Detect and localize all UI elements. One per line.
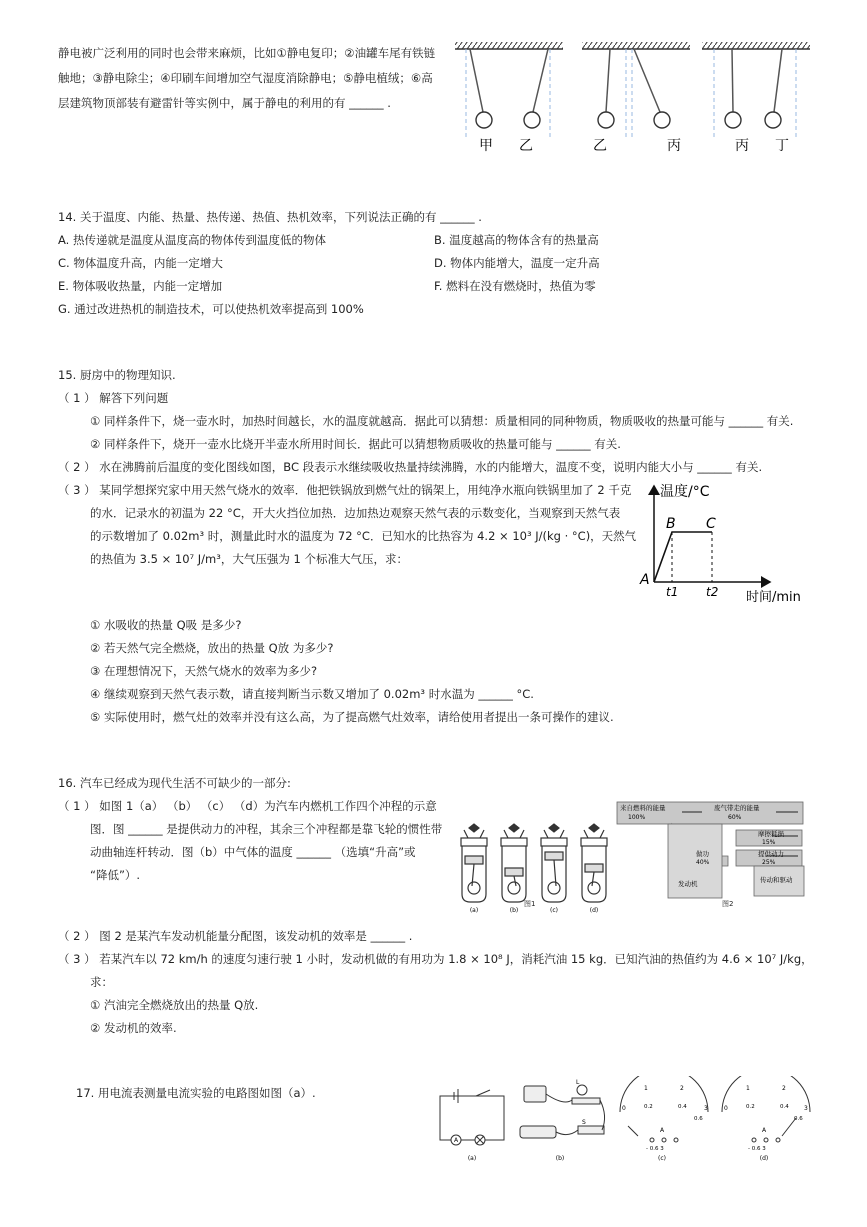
q15-sub-2: ② 若天然气完全燃烧，放出的热量 Q放 为多少? xyxy=(90,641,334,655)
point-b: B xyxy=(666,516,676,532)
q15-part1-1: ① 同样条件下，烧一壶水时，加热时间越长，水的温度就越高．据此可以猜想：质量相同的同种物质，物质吸收的热量可能与 ______ 有关. xyxy=(90,414,794,428)
circuit-ammeter-label: A xyxy=(453,1137,459,1144)
fig-label-c: (c) xyxy=(658,1155,666,1162)
fig2-caption: 图2 xyxy=(722,900,734,908)
fig2-work: 做功 xyxy=(696,850,709,858)
q15-part1: （ 1 ） 解答下列问题 xyxy=(58,391,169,405)
meter-d-02: 0.2 xyxy=(746,1104,755,1110)
q16-stem: 16. 汽车已经成为现代生活不可缺少的一部分: xyxy=(58,776,291,790)
q16-part3-ask: 求： xyxy=(90,975,113,989)
q15-temperature-graph xyxy=(636,478,816,606)
q15-sub-5: ⑤ 实际使用时，燃气灶的效率并没有这么高，为了提高燃气灶效率，请给使用者提出一条可操作的建议. xyxy=(90,710,614,724)
tick-t1: t1 xyxy=(666,585,679,599)
q14-option-f: F. 燃料在没有燃烧时，热值为零 xyxy=(434,279,596,293)
fig2-useful: 提供动力 xyxy=(758,850,784,858)
q15-part3-line1: （ 3 ） 某同学想探究家中用天然气烧水的效率．他把铁锅放到燃气灶的锅架上，用纯净水瓶向铁锅里加了 2 千克 xyxy=(58,483,632,497)
q13-pendulum-figure xyxy=(450,38,820,158)
meter-d-3: 3 xyxy=(804,1105,808,1112)
fig1-label-b: (b) xyxy=(509,907,519,914)
meter-d-06: 0.6 xyxy=(794,1116,803,1122)
meter-c-02: 0.2 xyxy=(644,1104,653,1110)
fig-label-b: (b) xyxy=(555,1155,565,1162)
fig2-friction-pct: 15% xyxy=(762,839,776,846)
q16-part3: （ 3 ） 若某汽车以 72 km/h 的速度匀速行驶 1 小时，发动机做的有用功为 1.8 × 10⁸ J，消耗汽油 15 kg．已知汽油的热值约为 4.6 × 10⁷ J/kg， xyxy=(58,952,813,966)
label-bing-2: 丙 xyxy=(735,138,749,154)
q14-option-b: B. 温度越高的物体含有的热量高 xyxy=(434,233,599,247)
q15-stem: 15. 厨房中的物理知识. xyxy=(58,368,176,382)
fig1-label-a: (a) xyxy=(469,907,479,914)
meter-c-0: 0 xyxy=(622,1105,626,1112)
q15-sub-1: ① 水吸收的热量 Q吸 是多少? xyxy=(90,618,242,632)
q14-option-a: A. 热传递就是温度从温度高的物体传到温度低的物体 xyxy=(58,233,326,247)
meter-d-terminals: - 0.6 3 xyxy=(748,1146,766,1152)
point-c: C xyxy=(706,516,716,532)
q14-option-e: E. 物体吸收热量，内能一定增加 xyxy=(58,279,223,293)
q14-stem: 14. 关于温度、内能、热量、热传递、热值、热机效率，下列说法正确的有 ______ . xyxy=(58,210,482,224)
label-jia: 甲 xyxy=(479,138,493,154)
circuit-switch-label: S xyxy=(582,1119,586,1126)
graph-xlabel: 时间/min xyxy=(746,590,801,605)
tick-t2: t2 xyxy=(706,585,719,599)
fig2-fuel-pct: 100% xyxy=(628,814,646,821)
q15-sub-3: ③ 在理想情况下，天然气烧水的效率为多少? xyxy=(90,664,318,678)
q15-part3-line4: 的热值为 3.5 × 10⁷ J/m³，大气压强为 1 个标准大气压，求： xyxy=(90,552,408,566)
q16-part1-line2: 图．图 ______ 是提供动力的冲程，其余三个冲程都是靠飞轮的惯性带 xyxy=(90,822,443,836)
fig-label-d: (d) xyxy=(759,1155,769,1162)
q14-option-d: D. 物体内能增大，温度一定升高 xyxy=(434,256,600,270)
q16-energy-flow-figure xyxy=(616,800,816,902)
meter-c-2: 2 xyxy=(680,1085,684,1092)
q13-line-2: 触地；③静电除尘；④印刷车间增加空气湿度消除静电；⑤静电植绒；⑥高 xyxy=(58,71,433,85)
q16-sub-1: ① 汽油完全燃烧放出的热量 Q放. xyxy=(90,998,259,1012)
label-yi: 乙 xyxy=(519,138,533,154)
fig2-exhaust: 废气带走的能量 xyxy=(714,804,760,812)
q15-part3-line2: 的水．记录水的初温为 22 °C，开大火挡位加热．边加热边观察天然气表的示数变化，当观察到天然气表 xyxy=(90,506,621,520)
meter-d-1: 1 xyxy=(746,1085,750,1092)
q14-option-c: C. 物体温度升高，内能一定增大 xyxy=(58,256,223,270)
fig-label-a: (a) xyxy=(467,1155,477,1162)
fig1-caption: 图1 xyxy=(524,900,536,908)
fig2-useful-pct: 25% xyxy=(762,859,776,866)
label-ding: 丁 xyxy=(775,138,789,154)
q16-part2: （ 2 ） 图 2 是某汽车发动机能量分配图，该发动机的效率是 ______ . xyxy=(58,929,413,943)
q17-figures xyxy=(432,1076,812,1168)
meter-d-2: 2 xyxy=(782,1085,786,1092)
meter-c-04: 0.4 xyxy=(678,1104,687,1110)
label-bing: 丙 xyxy=(667,138,681,154)
meter-c-06: 0.6 xyxy=(694,1116,703,1122)
label-yi-2: 乙 xyxy=(593,138,607,154)
meter-c-terminals: - 0.6 3 xyxy=(646,1146,664,1152)
fig2-transmission: 传动和驱动 xyxy=(760,876,793,884)
fig1-label-c: (c) xyxy=(550,907,558,914)
q16-part1-line3: 动曲轴连杆转动．图（b）中气体的温度 ______ （选填“升高”或 xyxy=(90,845,416,859)
q15-part1-2: ② 同样条件下，烧开一壶水比烧开半壶水所用时间长．据此可以猜想物质吸收的热量可能与 ______ 有关. xyxy=(90,437,621,451)
fig2-friction: 摩擦耗损 xyxy=(758,830,784,838)
graph-ylabel: 温度/°C xyxy=(660,484,710,500)
fig2-fuel: 来自燃料的能量 xyxy=(620,804,666,812)
fig2-work-pct: 40% xyxy=(696,859,710,866)
fig2-engine: 发动机 xyxy=(678,880,698,888)
q13-line-3: 层建筑物顶部装有避雷针等实例中，属于静电的利用的有 ______ . xyxy=(58,96,391,110)
meter-d-04: 0.4 xyxy=(780,1104,789,1110)
q14-option-g: G. 通过改进热机的制造技术，可以使热机效率提高到 100% xyxy=(58,302,364,316)
point-a: A xyxy=(640,572,650,588)
meter-c-1: 1 xyxy=(644,1085,648,1092)
q16-part1-line1: （ 1 ） 如图 1（a） （b） （c） （d）为汽车内燃机工作四个冲程的示意 xyxy=(58,799,437,813)
q17-stem: 17. 用电流表测量电流实验的电路图如图（a）. xyxy=(76,1086,316,1100)
meter-d-unit: A xyxy=(762,1127,767,1134)
meter-d-0: 0 xyxy=(724,1105,728,1112)
q15-sub-4: ④ 继续观察到天然气表示数，请直接判断当示数又增加了 0.02m³ 时水温为 ______ °C. xyxy=(90,687,534,701)
fig1-label-d: (d) xyxy=(589,907,599,914)
q15-part3-line3: 的示数增加了 0.02m³ 时，测量此时水的温度为 72 °C．已知水的比热容为 4.2 × 10³ J/(kg · °C)，天然气 xyxy=(90,529,637,543)
q15-part2: （ 2 ） 水在沸腾前后温度的变化图线如图，BC 段表示水继续吸收热量持续沸腾，水的内能增大，温度不变，说明内能大小与 ______ 有关. xyxy=(58,460,763,474)
q16-sub-2: ② 发动机的效率. xyxy=(90,1021,177,1035)
q16-part1-line4: “降低”）. xyxy=(90,868,141,882)
circuit-lamp-label: L xyxy=(576,1079,580,1086)
fig2-exhaust-pct: 60% xyxy=(728,814,742,821)
meter-c-unit: A xyxy=(660,1127,665,1134)
meter-c-3: 3 xyxy=(704,1105,708,1112)
q13-line-1: 静电被广泛利用的同时也会带来麻烦，比如①静电复印；②油罐车尾有铁链 xyxy=(58,46,436,60)
